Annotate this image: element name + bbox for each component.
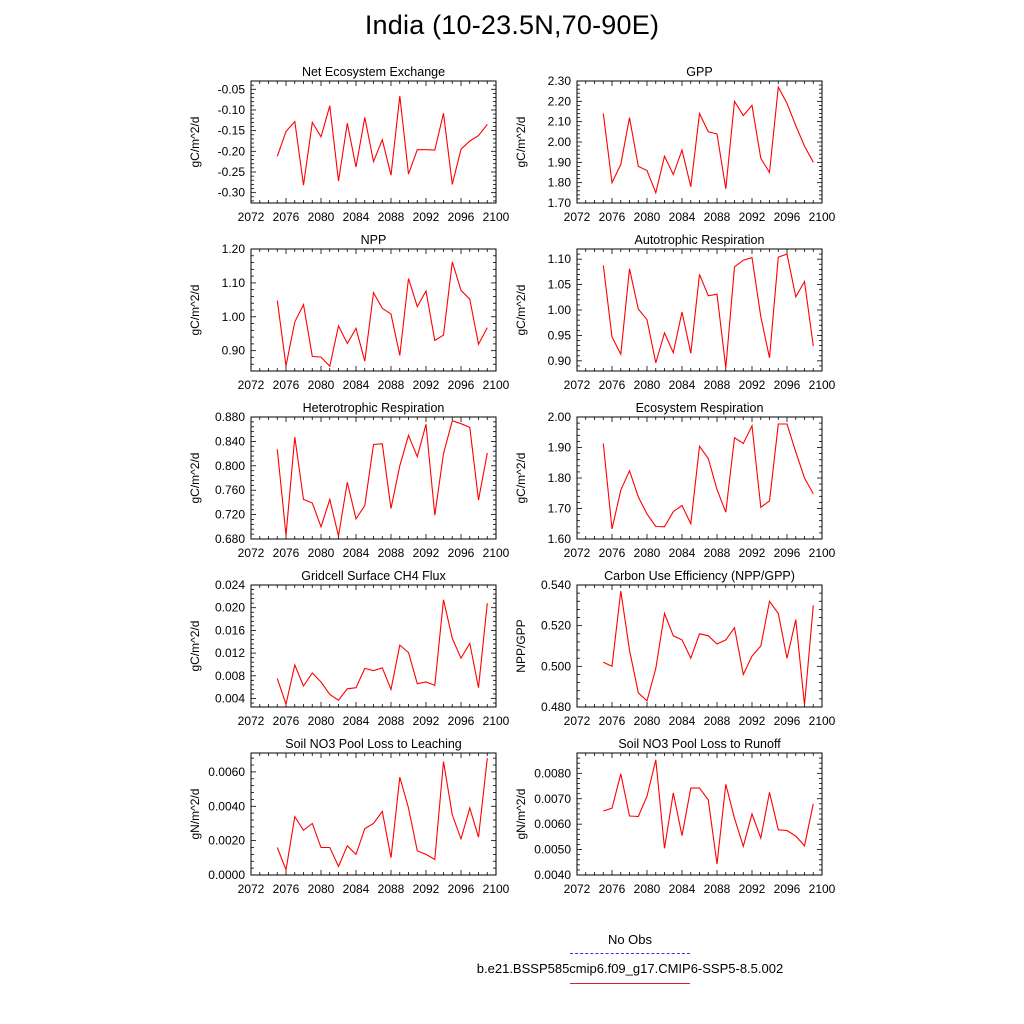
x-tick-label: 2080 [307, 378, 335, 392]
legend-obs-line [570, 953, 690, 954]
panel-8 [514, 569, 836, 728]
y-tick-label: -0.20 [217, 144, 245, 159]
x-tick-label: 2080 [307, 714, 335, 728]
panel-title: NPP [360, 233, 387, 247]
x-tick-label: 2088 [703, 714, 731, 728]
x-tick-label: 2072 [563, 210, 591, 224]
panel-title: Heterotrophic Respiration [302, 401, 445, 415]
panel-5 [188, 401, 510, 560]
x-tick-label: 2092 [412, 546, 440, 560]
x-tick-label: 2100 [808, 378, 836, 392]
x-tick-label: 2088 [703, 546, 731, 560]
y-tick-label: 2.20 [547, 94, 571, 109]
legend-case-line [570, 983, 690, 984]
x-tick-label: 2100 [482, 714, 510, 728]
x-tick-label: 2072 [237, 210, 265, 224]
x-tick-label: 2100 [808, 714, 836, 728]
x-tick-label: 2092 [738, 546, 766, 560]
y-axis-label: gC/m^2/d [188, 620, 202, 672]
x-tick-label: 2076 [272, 378, 300, 392]
x-tick-label: 2088 [377, 210, 405, 224]
plot-frame [251, 249, 496, 371]
y-axis-label: gC/m^2/d [188, 284, 202, 336]
y-tick-label: 1.00 [221, 309, 245, 324]
x-tick-label: 2088 [703, 378, 731, 392]
panel-6 [514, 401, 836, 560]
panel-9 [188, 737, 510, 896]
x-tick-label: 2076 [598, 210, 626, 224]
y-tick-label: 0.0000 [208, 868, 245, 882]
y-tick-label: 0.90 [221, 343, 245, 358]
series-line [277, 758, 487, 870]
x-tick-label: 2096 [773, 882, 801, 896]
y-tick-label: 1.70 [547, 196, 571, 210]
x-tick-label: 2080 [307, 546, 335, 560]
x-tick-label: 2092 [412, 882, 440, 896]
y-tick-label: 2.00 [547, 135, 571, 149]
panel-title: Soil NO3 Pool Loss to Runoff [618, 737, 781, 751]
y-tick-label: 0.680 [214, 532, 245, 546]
x-tick-label: 2080 [633, 546, 661, 560]
series-line [603, 591, 813, 705]
y-tick-label: 0.500 [540, 659, 571, 674]
x-tick-label: 2088 [703, 210, 731, 224]
x-tick-label: 2084 [342, 378, 370, 392]
y-tick-label: 1.90 [547, 155, 571, 170]
x-tick-label: 2084 [342, 210, 370, 224]
panel-1 [188, 65, 510, 224]
y-tick-label: 1.00 [547, 303, 571, 317]
y-tick-label: -0.25 [217, 164, 245, 179]
y-tick-label: 1.80 [547, 471, 571, 485]
y-tick-label: 0.004 [214, 691, 245, 706]
series-line [603, 254, 813, 368]
x-tick-label: 2096 [773, 714, 801, 728]
x-tick-label: 2084 [668, 378, 696, 392]
y-axis-label: gC/m^2/d [188, 116, 202, 168]
x-tick-label: 2088 [377, 882, 405, 896]
panel-4 [514, 233, 836, 392]
panel-title: Autotrophic Respiration [634, 233, 765, 247]
x-tick-label: 2080 [307, 210, 335, 224]
x-tick-label: 2076 [272, 546, 300, 560]
y-tick-label: 2.10 [547, 114, 571, 129]
x-tick-label: 2072 [563, 546, 591, 560]
x-tick-label: 2084 [668, 882, 696, 896]
x-tick-label: 2080 [307, 882, 335, 896]
x-tick-label: 2076 [272, 210, 300, 224]
x-tick-label: 2080 [633, 210, 661, 224]
y-tick-label: 0.0040 [534, 868, 571, 882]
x-tick-label: 2096 [447, 210, 475, 224]
panel-title: Carbon Use Efficiency (NPP/GPP) [604, 569, 795, 583]
y-tick-label: 0.480 [540, 700, 571, 714]
y-tick-label: 2.30 [547, 74, 571, 88]
y-tick-label: 0.800 [214, 458, 245, 473]
y-tick-label: 0.0020 [208, 833, 245, 848]
x-tick-label: 2072 [237, 882, 265, 896]
y-tick-label: 0.760 [214, 483, 245, 498]
x-tick-label: 2072 [563, 714, 591, 728]
legend-case-label: b.e21.BSSP585cmip6.f09_g17.CMIP6-SSP5-8.5.002 [476, 961, 784, 976]
x-tick-label: 2072 [237, 378, 265, 392]
panel-title: Ecosystem Respiration [635, 401, 764, 415]
y-axis-label: gN/m^2/d [514, 788, 528, 840]
x-tick-label: 2072 [237, 714, 265, 728]
x-tick-label: 2096 [447, 882, 475, 896]
x-tick-label: 2092 [738, 882, 766, 896]
series-line [603, 760, 813, 864]
x-tick-label: 2088 [377, 714, 405, 728]
x-tick-label: 2084 [342, 714, 370, 728]
plot-frame [251, 585, 496, 707]
x-tick-label: 2072 [563, 882, 591, 896]
x-tick-label: 2092 [738, 714, 766, 728]
y-tick-label: 0.90 [547, 353, 571, 368]
plot-frame [577, 753, 822, 875]
series-line [277, 421, 487, 536]
y-tick-label: 0.0060 [208, 764, 245, 779]
y-tick-label: -0.30 [217, 185, 245, 200]
x-tick-label: 2076 [598, 546, 626, 560]
x-tick-label: 2084 [668, 714, 696, 728]
y-axis-label: gN/m^2/d [188, 788, 202, 840]
y-tick-label: 1.80 [547, 175, 571, 190]
y-tick-label: 0.0050 [534, 842, 571, 857]
panel-title: Gridcell Surface CH4 Flux [301, 569, 446, 583]
y-tick-label: 0.520 [540, 618, 571, 633]
panel-7 [188, 569, 510, 728]
x-tick-label: 2096 [773, 378, 801, 392]
x-tick-label: 2096 [773, 546, 801, 560]
y-tick-label: 0.95 [547, 328, 571, 343]
x-tick-label: 2092 [412, 210, 440, 224]
y-tick-label: 0.0080 [534, 766, 571, 781]
y-axis-label: gC/m^2/d [514, 452, 528, 504]
x-tick-label: 2084 [342, 882, 370, 896]
x-tick-label: 2088 [703, 882, 731, 896]
y-tick-label: -0.05 [217, 82, 245, 97]
x-tick-label: 2096 [773, 210, 801, 224]
x-tick-label: 2084 [668, 546, 696, 560]
y-tick-label: -0.10 [217, 102, 245, 117]
y-tick-label: 1.60 [547, 532, 571, 546]
panel-10 [514, 737, 836, 896]
y-tick-label: -0.15 [217, 123, 245, 138]
x-tick-label: 2084 [342, 546, 370, 560]
y-axis-label: gC/m^2/d [514, 284, 528, 336]
x-tick-label: 2096 [447, 378, 475, 392]
panel-title: Net Ecosystem Exchange [301, 65, 446, 79]
x-tick-label: 2076 [272, 882, 300, 896]
y-tick-label: 1.10 [547, 252, 571, 267]
x-tick-label: 2076 [598, 882, 626, 896]
x-tick-label: 2092 [412, 714, 440, 728]
y-tick-label: 0.020 [214, 600, 245, 615]
y-tick-label: 0.720 [214, 507, 245, 522]
plot-frame [577, 585, 822, 707]
panel-2 [514, 65, 836, 224]
x-tick-label: 2100 [482, 546, 510, 560]
y-tick-label: 0.840 [214, 434, 245, 449]
x-tick-label: 2092 [412, 378, 440, 392]
x-tick-label: 2092 [738, 210, 766, 224]
panel-title: Soil NO3 Pool Loss to Leaching [285, 737, 462, 751]
x-tick-label: 2100 [482, 882, 510, 896]
x-tick-label: 2084 [668, 210, 696, 224]
x-tick-label: 2092 [738, 378, 766, 392]
y-tick-label: 1.90 [547, 440, 571, 455]
x-tick-label: 2076 [598, 378, 626, 392]
y-tick-label: 0.012 [214, 646, 245, 661]
x-tick-label: 2080 [633, 882, 661, 896]
x-tick-label: 2088 [377, 546, 405, 560]
series-line [603, 87, 813, 193]
y-tick-label: 0.0040 [208, 799, 245, 814]
page-title: India (10-23.5N,70-90E) [364, 10, 660, 40]
y-axis-label: gC/m^2/d [514, 116, 528, 168]
y-tick-label: 0.024 [214, 578, 245, 592]
y-tick-label: 0.008 [214, 668, 245, 683]
y-tick-label: 0.016 [214, 623, 245, 638]
x-tick-label: 2076 [272, 714, 300, 728]
y-tick-label: 0.540 [540, 578, 571, 592]
x-tick-label: 2100 [808, 210, 836, 224]
series-line [603, 424, 813, 529]
y-tick-label: 1.20 [221, 242, 245, 256]
y-tick-label: 0.0070 [534, 791, 571, 806]
y-axis-label: NPP/GPP [514, 619, 528, 673]
y-tick-label: 0.0060 [534, 817, 571, 832]
x-tick-label: 2072 [563, 378, 591, 392]
x-tick-label: 2080 [633, 714, 661, 728]
y-tick-label: 0.880 [214, 410, 245, 424]
y-tick-label: 1.70 [547, 501, 571, 516]
plot-frame [577, 249, 822, 371]
y-tick-label: 1.05 [547, 277, 571, 292]
y-tick-label: 2.00 [547, 410, 571, 424]
x-tick-label: 2088 [377, 378, 405, 392]
x-tick-label: 2100 [482, 210, 510, 224]
x-tick-label: 2080 [633, 378, 661, 392]
legend-obs-label: No Obs [607, 932, 653, 947]
x-tick-label: 2096 [447, 546, 475, 560]
series-line [277, 262, 487, 366]
panel-title: GPP [686, 65, 713, 79]
series-line [277, 600, 487, 704]
y-axis-label: gC/m^2/d [188, 452, 202, 504]
x-tick-label: 2100 [808, 882, 836, 896]
x-tick-label: 2072 [237, 546, 265, 560]
x-tick-label: 2100 [482, 378, 510, 392]
plot-frame [251, 81, 496, 203]
x-tick-label: 2076 [598, 714, 626, 728]
x-tick-label: 2100 [808, 546, 836, 560]
panel-3 [188, 233, 510, 392]
y-tick-label: 1.10 [221, 275, 245, 290]
x-tick-label: 2096 [447, 714, 475, 728]
